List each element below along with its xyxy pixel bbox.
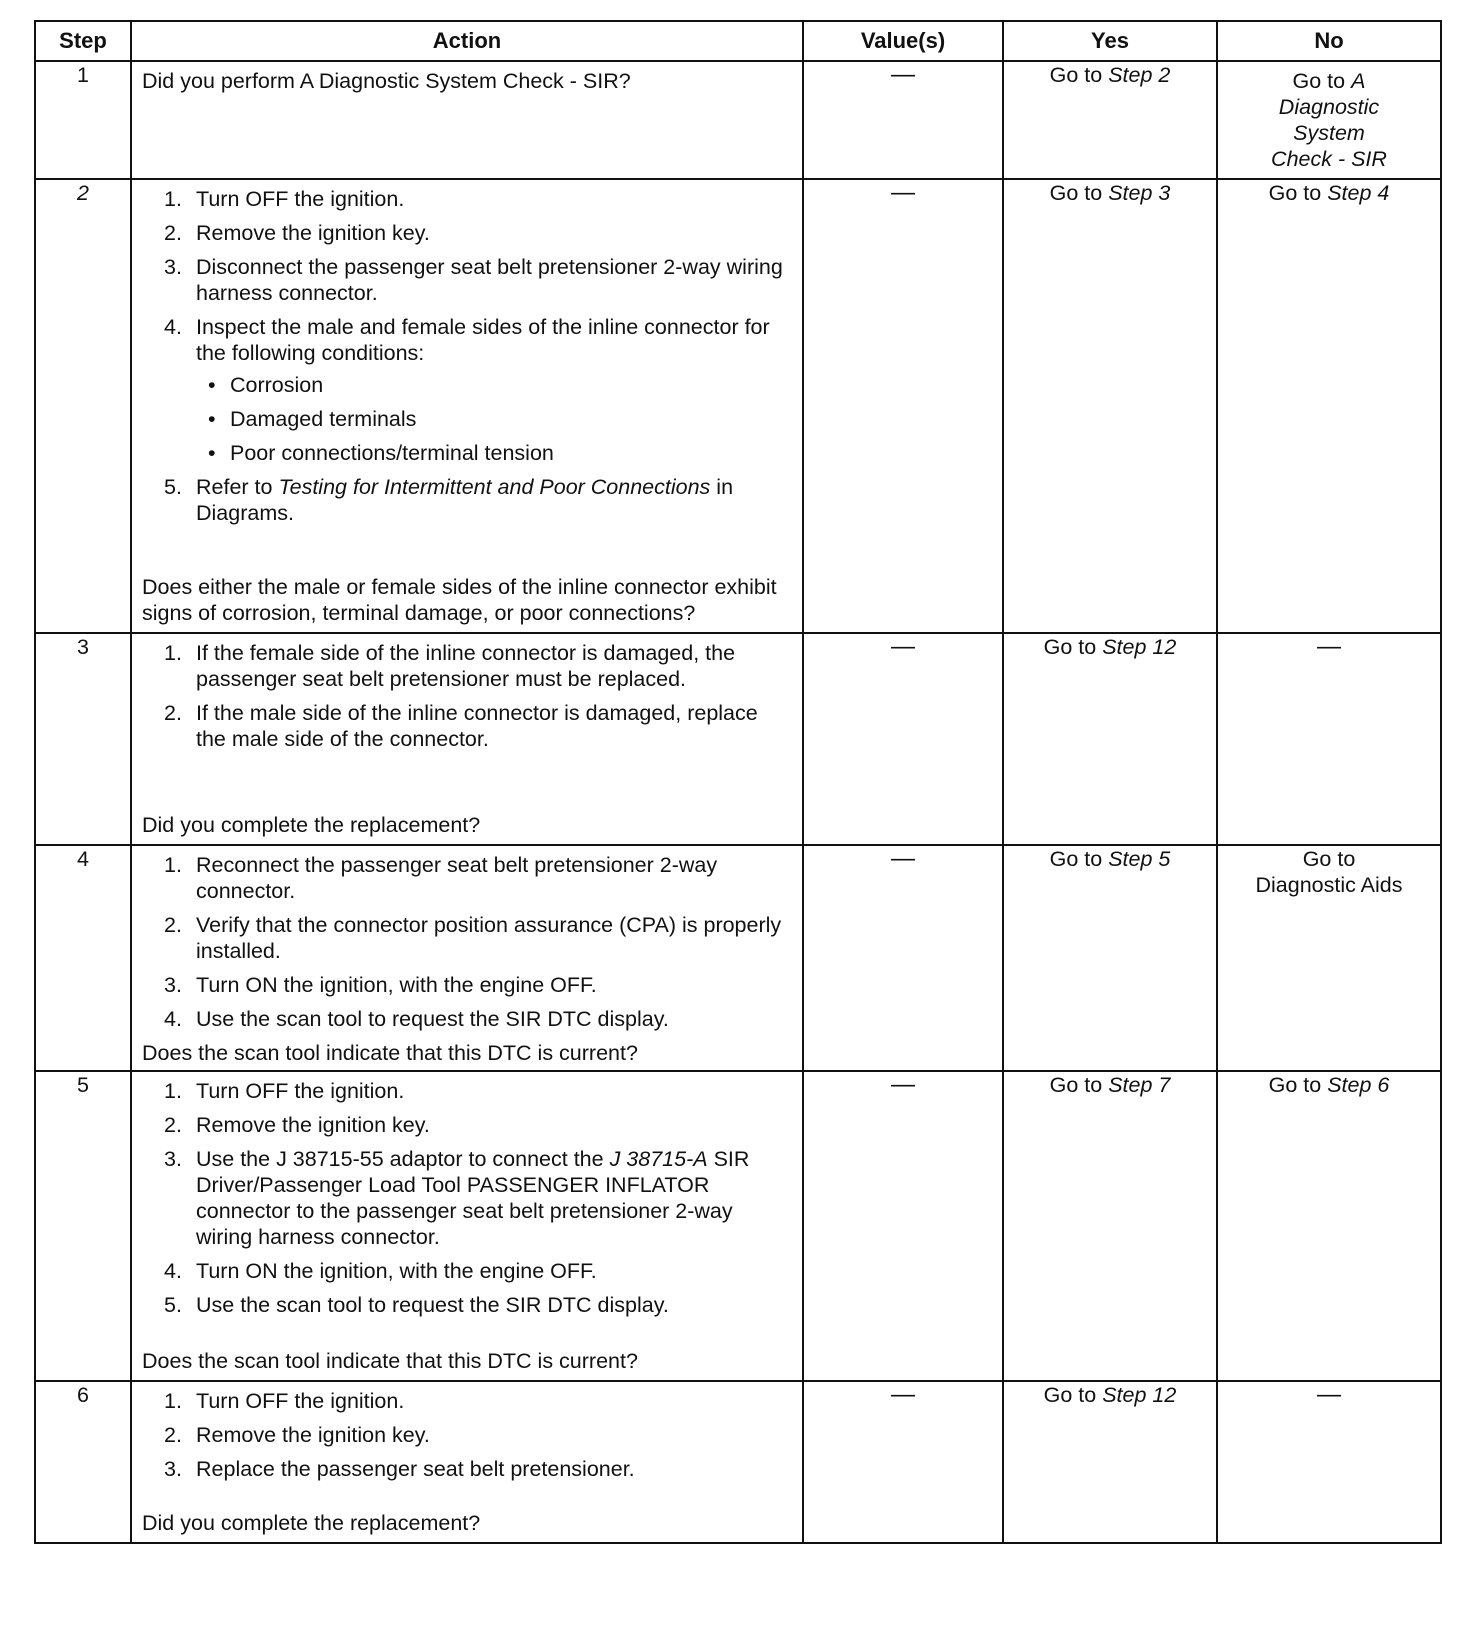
yes-prefix: Go to [1043, 1383, 1097, 1407]
no-link-part[interactable]: A [1351, 69, 1366, 93]
table-row [35, 1381, 1441, 1543]
action-list [142, 1388, 792, 1490]
no-prefix: Go to [1302, 847, 1356, 871]
yes-prefix: Go to [1049, 847, 1103, 871]
no-link-part[interactable]: Diagnostic [1278, 95, 1380, 119]
bullet-item: • Damaged terminals [196, 406, 792, 432]
step-number: 5 [35, 1071, 131, 1381]
list-item-text: Inspect the male and female sides of the inline connector for the following conditions: [196, 315, 770, 365]
value-cell: — [803, 61, 1003, 179]
value-cell: — [803, 845, 1003, 1071]
step-number: 3 [35, 633, 131, 845]
no-link-part[interactable]: System [1293, 121, 1365, 145]
yes-step-link[interactable]: Step 12 [1102, 635, 1177, 659]
list-item-text: Turn OFF the ignition. [196, 187, 405, 211]
yes-step-link[interactable]: Step 2 [1108, 63, 1171, 87]
list-item-text: Turn OFF the ignition. [196, 1389, 405, 1413]
yes-cell [1003, 845, 1217, 1071]
no-step-link[interactable]: Step 6 [1327, 1073, 1390, 1097]
list-item: 2. If the male side of the inline connector is damaged, replace the male side of the connector. [164, 701, 758, 751]
list-item-text: If the male side of the inline connector is damaged, replace the male side of the connector. [196, 701, 758, 751]
table-row [35, 845, 1441, 1071]
yes-cell [1003, 179, 1217, 633]
tool-reference-link[interactable]: J 38715-A [609, 1147, 708, 1171]
no-prefix: Go to [1292, 69, 1346, 93]
header-values: Value(s) [803, 21, 1003, 61]
table-row [35, 179, 1441, 633]
list-item: 3. Disconnect the passenger seat belt pretensioner 2-way wiring harness connector. [164, 255, 783, 305]
yes-cell [1003, 1381, 1217, 1543]
list-item: 1. Turn OFF the ignition. [164, 1389, 405, 1413]
list-item-text: If the female side of the inline connector is damaged, the passenger seat belt pretensioner must be replaced. [196, 641, 736, 691]
no-cell: — [1217, 633, 1441, 845]
list-item-text: Remove the ignition key. [196, 1423, 430, 1447]
action-list [142, 1078, 792, 1326]
step-number: 6 [35, 1381, 131, 1543]
action-cell [131, 61, 803, 179]
header-yes: Yes [1003, 21, 1217, 61]
list-item: 3. Use the J 38715-55 adaptor to connect the J 38715-A SIR Driver/Passenger Load Tool PASSENGER INFLATOR connector to the passenger seat belt pretensioner 2-way wiring harness connector. [164, 1147, 750, 1249]
list-item-text: SIR Driver/Passenger Load Tool PASSENGER INFLATOR connector to the passenger seat belt pretensioner 2-way wiring harness connector. [196, 1147, 750, 1249]
list-item: 5. Use the scan tool to request the SIR DTC display. [164, 1293, 669, 1317]
yes-prefix: Go to [1049, 1073, 1103, 1097]
action-cell [131, 1381, 803, 1543]
action-list [142, 186, 792, 534]
step-number: 4 [35, 845, 131, 1071]
list-item-text: Remove the ignition key. [196, 1113, 430, 1137]
list-item: 2. Remove the ignition key. [164, 1423, 430, 1447]
reference-link[interactable]: Testing for Intermittent and Poor Connections [278, 475, 711, 499]
step-number: 1 [35, 61, 131, 179]
list-item-text: Use the J 38715-55 adaptor to connect the [196, 1147, 604, 1171]
action-cell [131, 845, 803, 1071]
value-cell: — [803, 179, 1003, 633]
no-cell [1217, 61, 1441, 179]
no-cell [1217, 179, 1441, 633]
list-item-text: Refer to [196, 475, 273, 499]
question-text: Does either the male or female sides of the inline connector exhibit signs of corrosion, terminal damage, or poor connections? [142, 575, 777, 625]
list-item: 4. Inspect the male and female sides of the inline connector for the following conditions: • Corrosion • Damaged terminals • Poor connections/terminal tension [142, 314, 792, 466]
header-step: Step [35, 21, 131, 61]
list-item: 3. Replace the passenger seat belt pretensioner. [164, 1457, 635, 1481]
diagnostic-table [34, 20, 1442, 1544]
list-item-text: Verify that the connector position assurance (CPA) is properly installed. [196, 913, 782, 963]
no-cell [1217, 1071, 1441, 1381]
step-number [35, 179, 131, 633]
list-item: 1. If the female side of the inline connector is damaged, the passenger seat belt pretensioner must be replaced. [164, 641, 736, 691]
question-text: Did you complete the replacement? [142, 813, 481, 837]
list-item-text: Use the scan tool to request the SIR DTC display. [196, 1293, 669, 1317]
list-item-text: Turn ON the ignition, with the engine OFF. [196, 1259, 597, 1283]
yes-cell [1003, 633, 1217, 845]
list-item-text: Turn ON the ignition, with the engine OFF. [196, 973, 597, 997]
list-item-text: Use the scan tool to request the SIR DTC display. [196, 1007, 669, 1031]
action-cell [131, 633, 803, 845]
yes-prefix: Go to [1043, 635, 1097, 659]
action-list [142, 640, 792, 760]
list-item: 4. Use the scan tool to request the SIR DTC display. [164, 1007, 669, 1031]
list-item: 1. Turn OFF the ignition. [164, 187, 405, 211]
table-row [35, 61, 1441, 179]
list-item: 1. Reconnect the passenger seat belt pretensioner 2-way connector. [164, 853, 718, 903]
condition-list [196, 372, 792, 466]
yes-cell [1003, 61, 1217, 179]
no-diagnostic-aids-link[interactable]: Diagnostic Aids [1255, 873, 1403, 897]
list-item: 2. Verify that the connector position assurance (CPA) is properly installed. [164, 913, 782, 963]
list-item: 2. Remove the ignition key. [164, 1113, 430, 1137]
list-item: 5. Refer to Testing for Intermittent and Poor Connections in Diagrams. [164, 475, 734, 525]
yes-step-link[interactable]: Step 12 [1102, 1383, 1177, 1407]
yes-prefix: Go to [1049, 63, 1103, 87]
no-prefix: Go to [1268, 1073, 1322, 1097]
list-item-text: in Diagrams. [196, 475, 734, 525]
list-item: 4. Turn ON the ignition, with the engine OFF. [164, 1259, 597, 1283]
table-row [35, 633, 1441, 845]
question-text: Did you complete the replacement? [142, 1511, 481, 1535]
header-action: Action [131, 21, 803, 61]
no-step-link[interactable]: Step 4 [1327, 181, 1390, 205]
question-text: Does the scan tool indicate that this DTC is current? [142, 1349, 638, 1373]
header-row [35, 21, 1441, 61]
no-link-part[interactable]: Check - SIR [1271, 147, 1387, 171]
question-text: Does the scan tool indicate that this DTC is current? [142, 1041, 638, 1065]
bullet-item: • Corrosion [196, 372, 792, 398]
action-cell [131, 179, 803, 633]
value-cell: — [803, 1071, 1003, 1381]
value-cell: — [803, 1381, 1003, 1543]
bullet-item: • Poor connections/terminal tension [196, 440, 792, 466]
action-list [142, 852, 792, 1040]
question-text: Did you perform A Diagnostic System Check - SIR? [142, 69, 631, 93]
table-row [35, 1071, 1441, 1381]
list-item-text: Turn OFF the ignition. [196, 1079, 405, 1103]
value-cell: — [803, 633, 1003, 845]
list-item: 1. Turn OFF the ignition. [164, 1079, 405, 1103]
no-cell: — [1217, 1381, 1441, 1543]
list-item-text: Reconnect the passenger seat belt pretensioner 2-way connector. [196, 853, 718, 903]
yes-cell [1003, 1071, 1217, 1381]
action-cell [131, 1071, 803, 1381]
no-cell [1217, 845, 1441, 1071]
list-item-text: Remove the ignition key. [196, 221, 430, 245]
step-number-text: 2 [77, 181, 89, 205]
no-prefix: Go to [1268, 181, 1322, 205]
yes-step-link[interactable]: Step 7 [1108, 1073, 1171, 1097]
yes-prefix: Go to [1049, 181, 1103, 205]
list-item-text: Replace the passenger seat belt pretensioner. [196, 1457, 635, 1481]
header-no: No [1217, 21, 1441, 61]
list-item: 2. Remove the ignition key. [164, 221, 430, 245]
list-item: 3. Turn ON the ignition, with the engine OFF. [164, 973, 597, 997]
yes-step-link[interactable]: Step 3 [1108, 181, 1171, 205]
yes-step-link[interactable]: Step 5 [1108, 847, 1171, 871]
list-item-text: Disconnect the passenger seat belt pretensioner 2-way wiring harness connector. [196, 255, 783, 305]
